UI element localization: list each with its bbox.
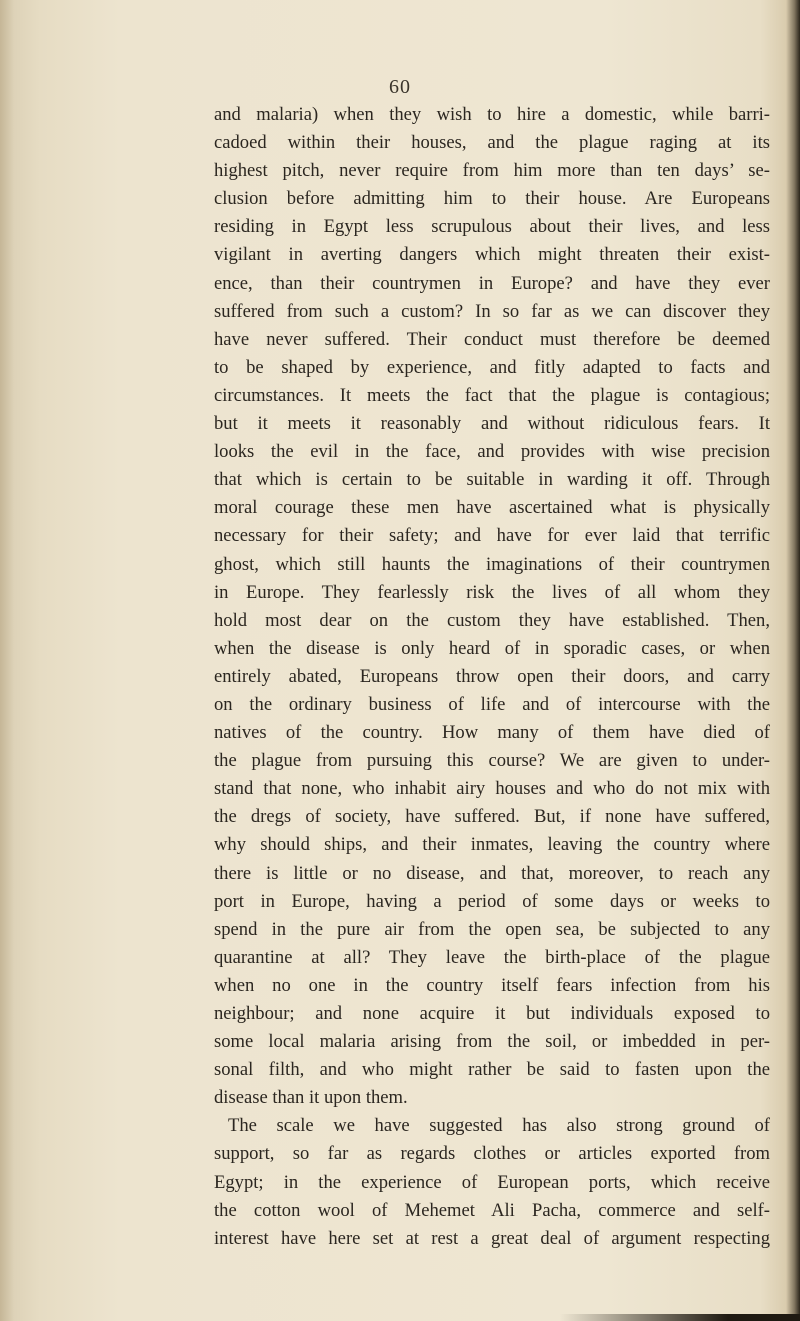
text-line: stand that none, who inhabit airy houses and who do not mix with [214, 778, 770, 800]
text-line: looks the evil in the face, and provides with wise precision [214, 441, 770, 463]
body-text [214, 101, 770, 1253]
text-line: suffered from such a custom? In so far as we can discover they [214, 300, 770, 322]
text-line: there is little or no disease, and that, moreover, to reach any [214, 862, 770, 884]
text-line: circumstances. It meets the fact that the plague is contagious; [214, 384, 770, 406]
text-line: why should ships, and their inmates, leaving the country where [214, 834, 770, 856]
text-line: on the ordinary business of life and of intercourse with the [214, 693, 770, 715]
text-line: ghost, which still haunts the imaginations of their countrymen [214, 553, 770, 575]
text-line: in Europe. They fearlessly risk the lives of all whom they [214, 581, 770, 603]
text-line: highest pitch, never require from him more than ten days’ se- [214, 160, 770, 182]
text-line: sonal filth, and who might rather be said to fasten upon the [214, 1059, 770, 1081]
text-line: support, so far as regards clothes or articles exported from [214, 1143, 770, 1165]
text-line: when the disease is only heard of in sporadic cases, or when [214, 637, 770, 659]
text-line: quarantine at all? They leave the birth-place of the plague [214, 946, 770, 968]
text-line-paragraph-start: The scale we have suggested has also strong ground of [228, 1115, 770, 1137]
text-line: hold most dear on the custom they have established. Then, [214, 609, 770, 631]
text-line: residing in Egypt less scrupulous about their lives, and less [214, 216, 770, 238]
text-line: but it meets it reasonably and without ridiculous fears. It [214, 413, 770, 435]
text-line: entirely abated, Europeans throw open their doors, and carry [214, 665, 770, 687]
text-line: Egypt; in the experience of European ports, which receive [214, 1171, 770, 1193]
text-line: have never suffered. Their conduct must therefore be deemed [214, 328, 770, 350]
page-gutter-shadow [0, 0, 14, 1321]
text-line: the dregs of society, have suffered. But, if none have suffered, [214, 806, 770, 828]
text-line-paragraph-end: disease than it upon them. [214, 1087, 408, 1109]
text-line: ence, than their countrymen in Europe? and have they ever [214, 272, 770, 294]
text-line: necessary for their safety; and have for ever laid that terrific [214, 525, 770, 547]
text-line: and malaria) when they wish to hire a domestic, while barri- [214, 104, 770, 125]
text-line: when no one in the country itself fears infection from his [214, 974, 770, 996]
text-line: clusion before admitting him to their house. Are Europeans [214, 188, 770, 210]
text-line: that which is certain to be suitable in warding it off. Through [214, 469, 770, 491]
text-line: vigilant in averting dangers which might threaten their exist- [214, 244, 770, 266]
text-line: neighbour; and none acquire it but individuals exposed to [214, 1003, 770, 1024]
page-number: 60 [389, 76, 411, 98]
text-line: moral courage these men have ascertained what is physically [214, 497, 770, 519]
text-line: to be shaped by experience, and fitly adapted to facts and [214, 356, 770, 378]
page-edge-shadow [786, 0, 800, 1321]
text-line: port in Europe, having a period of some days or weeks to [214, 890, 770, 912]
text-line: some local malaria arising from the soil, or imbedded in per- [214, 1031, 770, 1053]
text-line: cadoed within their houses, and the plague raging at its [214, 132, 770, 154]
text-line: the plague from pursuing this course? We are given to under- [214, 750, 770, 772]
text-line: interest have here set at rest a great deal of argument respecting [214, 1227, 770, 1249]
text-line: natives of the country. How many of them have died of [214, 722, 770, 744]
text-line: spend in the pure air from the open sea, be subjected to any [214, 918, 770, 940]
text-line: the cotton wool of Mehemet Ali Pacha, commerce and self- [214, 1199, 770, 1221]
page-bottom-edge [560, 1314, 800, 1321]
